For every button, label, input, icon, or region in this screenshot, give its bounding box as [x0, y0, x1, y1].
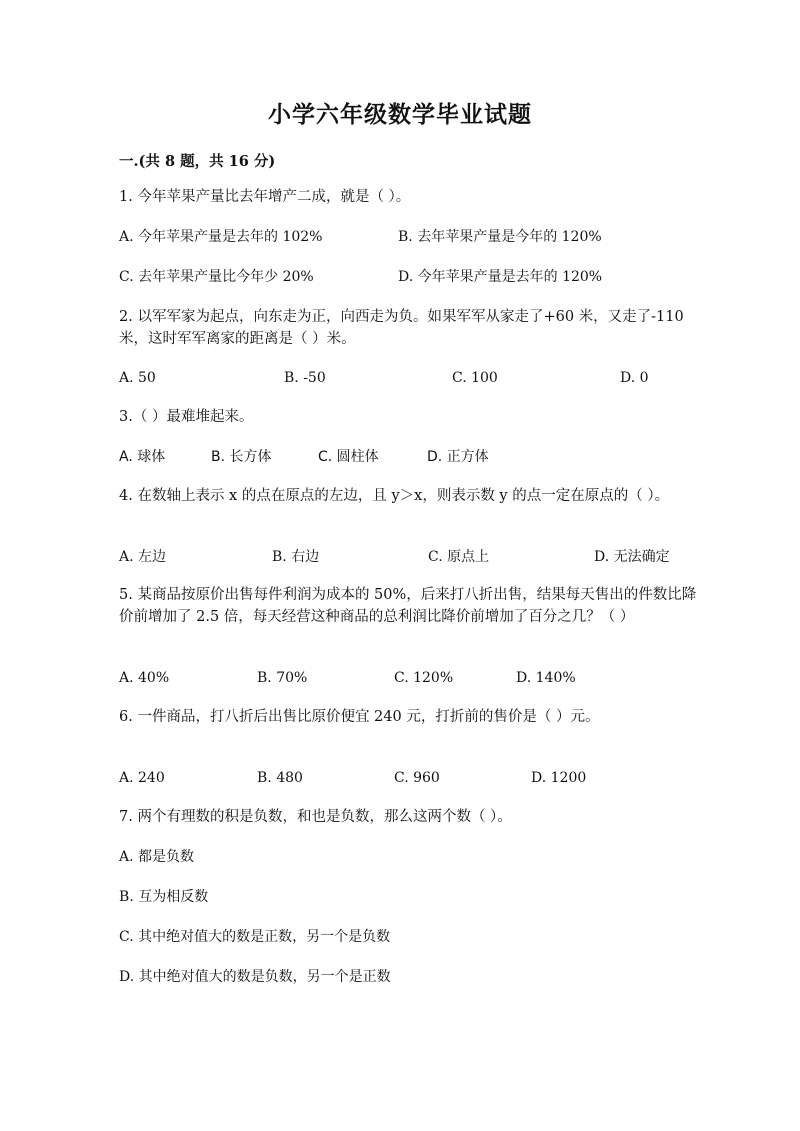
option-a: A. 50: [119, 370, 156, 386]
question-stem: 5. 某商品按原价出售每件利润为成本的 50%，后来打八折出售，结果每天售出的件数比降价前增加了 2.5 倍，每天经营这种商品的总利润比降价前增加了百分之几？（ ）: [119, 587, 697, 625]
option-b: B. 互为相反数: [119, 889, 209, 905]
option-c: C. 120%: [394, 670, 454, 686]
option-a: A. 球体: [119, 449, 166, 465]
page-title: 小学六年级数学毕业试题: [268, 101, 532, 128]
option-d: D. 0: [620, 370, 649, 386]
option-a: A. 都是负数: [119, 849, 195, 865]
question-stem: 2. 以军军家为起点，向东走为正，向西走为负。如果军军从家走了+60 米，又走了-110 米，这时军军离家的距离是（ ）米。: [119, 309, 684, 347]
option-a: A. 40%: [119, 670, 170, 686]
option-b: B. -50: [284, 370, 326, 386]
question-stem: 4. 在数轴上表示 x 的点在原点的左边，且 y＞x，则表示数 y 的点一定在原点的（ ）。: [119, 488, 670, 504]
option-c: C. 960: [394, 770, 440, 786]
option-a: A. 今年苹果产量是去年的 102%: [119, 229, 323, 245]
option-d: D. 其中绝对值大的数是负数，另一个是正数: [119, 969, 391, 985]
option-b: B. 右边: [272, 549, 320, 565]
option-c: C. 100: [452, 370, 498, 386]
option-b: B. 去年苹果产量是今年的 120%: [398, 229, 602, 245]
option-c: C. 其中绝对值大的数是正数，另一个是负数: [119, 929, 391, 945]
option-a: A. 240: [119, 770, 165, 786]
option-c: C. 去年苹果产量比今年少 20%: [119, 269, 314, 285]
question-stem: 6. 一件商品，打八折后出售比原价便宜 240 元，打折前的售价是（ ）元。: [119, 709, 600, 725]
section-heading: 一.(共 8 题，共 16 分): [119, 153, 276, 170]
option-c: C. 圆柱体: [318, 449, 379, 465]
option-d: D. 正方体: [427, 449, 489, 465]
question-stem: 1. 今年苹果产量比去年增产二成，就是（ ）。: [119, 189, 411, 205]
option-b: B. 480: [257, 770, 303, 786]
question-stem: 3.（ ）最难堆起来。: [119, 409, 254, 425]
option-a: A. 左边: [119, 549, 167, 565]
option-d: D. 无法确定: [594, 549, 670, 565]
question-stem: 7. 两个有理数的积是负数，和也是负数，那么这两个数（ ）。: [119, 809, 512, 825]
option-b: B. 70%: [257, 670, 308, 686]
option-c: C. 原点上: [428, 549, 490, 565]
option-d: D. 今年苹果产量是去年的 120%: [398, 269, 603, 285]
option-d: D. 140%: [516, 670, 576, 686]
option-d: D. 1200: [531, 770, 587, 786]
option-b: B. 长方体: [211, 449, 272, 465]
